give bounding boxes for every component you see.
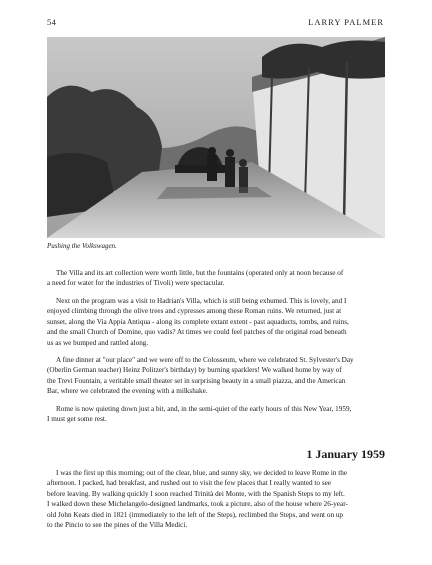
paragraph-rome-quieting (47, 404, 385, 425)
paragraph-first-up (47, 468, 385, 530)
text-line: I must get some rest. (47, 415, 107, 424)
text-line: afternoon. I packed, had breakfast, and rushed out to visit the few places that I really wanted to see (47, 479, 332, 488)
photo-volkswagen-scene (47, 37, 385, 238)
page-number: 54 (47, 17, 57, 27)
paragraph-villa (47, 268, 385, 289)
text-line: A fine dinner at "our place" and we were off to the Colosseum, where we celebrated St. Sylvester's Day (56, 356, 354, 364)
text-line: The Villa and its art collection were worth little, but the fountains (operated only at noon because of (56, 269, 344, 277)
page-header (47, 17, 384, 29)
text-line: to the Pincio to see the pines of the Villa Medici. (47, 521, 188, 530)
photo-caption: Pushing the Volkswagen. (47, 242, 117, 250)
text-line: and the small Church of Domine, quo vadis? At times we could feel patches of the original road beneath (47, 328, 347, 337)
text-line: Bar, where we celebrated the evening with a milkshake. (47, 387, 208, 396)
paragraph-hadrians-villa (47, 296, 385, 348)
text-line: Rome is now quieting down just a bit, and, in the semi-quiet of the early hours of this New Year, 1959, (56, 405, 352, 413)
paragraph-colosseum (47, 355, 385, 397)
running-head: LARRY PALMER (308, 17, 384, 27)
text-line: sunset, along the Via Appia Antiqua - along its complete extant extent - past aquaducts, tombs, and ruins, (47, 317, 349, 326)
text-line: Next on the program was a visit to Hadrian's Villa, which is still being exhumed. This is lovely, and I (56, 297, 347, 305)
text-line: enjoyed climbing through the olive trees and cypresses among these Roman ruins. We returned, just at (47, 307, 342, 316)
text-line: I walked down these Michelangelo-designed landmarks, took a picture, also of the house where 26-year- (47, 500, 348, 509)
text-line: the Trevi Fountain, a veritable small theater set in surprising beauty in a small piazza, and the American (47, 376, 346, 385)
text-line: (Oberlin German teacher) Heinz Politzer's birthday) by burning sparklers! We walked home by way of (47, 366, 342, 375)
text-line: before leaving. By walking quickly I soon reached Trinità dei Monte, with the Spanish Steps to my left. (47, 489, 345, 498)
photograph (47, 37, 385, 238)
date-heading: 1 January 1959 (306, 447, 385, 461)
text-line: old John Keats died in 1821 (immediately to the left of the Steps), reclimbed the Steps, and went on up (47, 510, 344, 519)
text-line: us as we bumped and rattled along. (47, 338, 149, 347)
text-line: a need for water for the industries of Tivoli) were spectacular. (47, 279, 225, 288)
text-line: I was the first up this morning; out of the clear, blue, and sunny sky, we decided to leave Rome in the (56, 469, 348, 477)
